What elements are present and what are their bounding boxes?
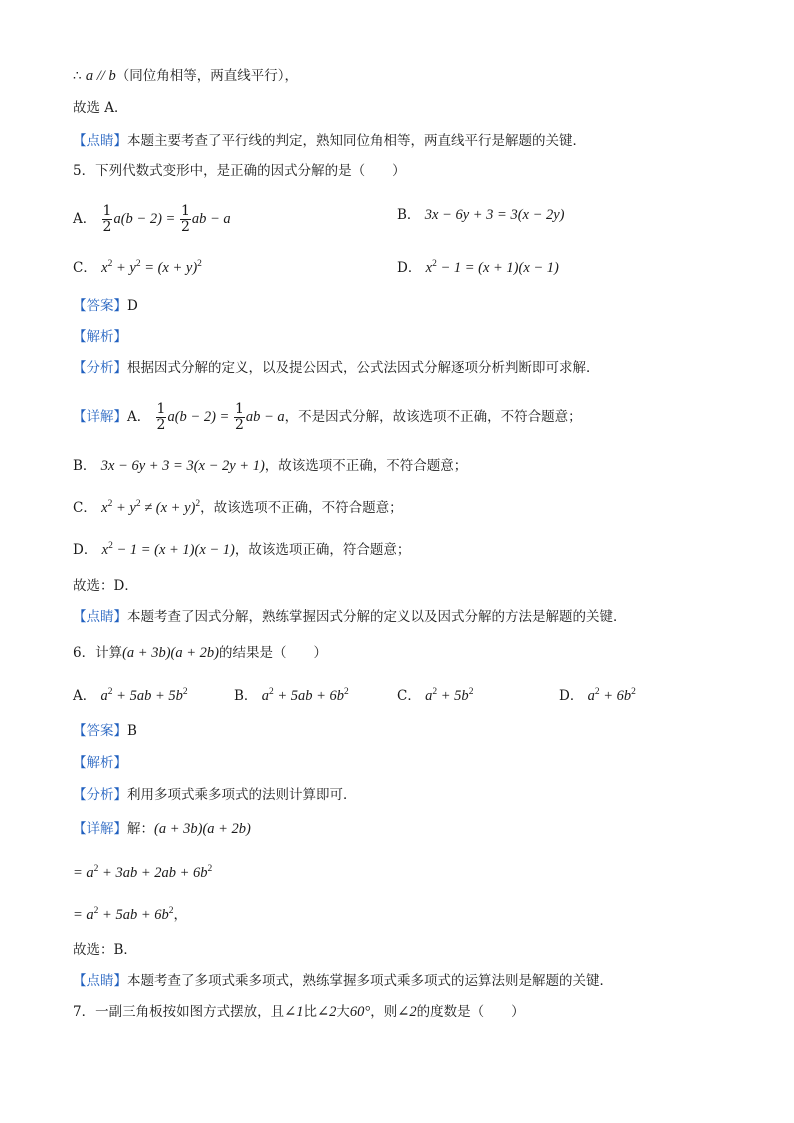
q5-option-b: B． 3x − 6y + 3 = 3(x − 2y) [397, 207, 565, 223]
q5-detail-b: B． 3x − 6y + 3 = 3(x − 2y + 1)，故该选项不正确，不符合题意； [73, 458, 468, 474]
q6-step-2: = $a^2 + 5ab + 6b^2$， [73, 906, 187, 923]
choice-a-line: 故选 A． [73, 100, 128, 116]
q5-analysis-heading: 【解析】 [73, 329, 127, 345]
q5-detail-c: C． $x^2 + y^2 \ne (x + y)^2$，故该选项不正确，不符合题意； [73, 499, 403, 516]
q6-stem: 6．计算(a + 3b)(a + 2b)的结果是（ ） [73, 645, 327, 661]
q5-choice: 故选：D． [73, 578, 138, 594]
q5-detail-d: D． $x^2 - 1 = (x + 1)(x - 1)$，故该选项正确，符合题意； [73, 541, 411, 558]
q6-option-d: D． $a^2 + 6b^2$ [559, 687, 636, 704]
q6-choice: 故选：B． [73, 942, 137, 958]
q6-step-1: = $a^2 + 3ab + 2ab + 6b^2$ [73, 864, 213, 881]
q6-option-c: C． $a^2 + 5b^2$ [397, 687, 474, 704]
q5-option-d: D． $x^2 - 1 = (x + 1)(x - 1)$ [397, 259, 559, 276]
q6-option-b: B． $a^2 + 5ab + 6b^2$ [234, 687, 349, 704]
q6-analysis: 【分析】利用多项式乘多项式的法则计算即可． [73, 787, 357, 803]
q7-stem: 7．一副三角板按如图方式摆放，且∠1比∠2大60°，则∠2的度数是（ ） [73, 1004, 525, 1020]
q5-detail-a: 【详解】A． $\frac{1}{2}$ a(b − 2) = $\frac{1}{2}$ ab − a，不是因式分解，故该选项不正确，不符合题意； [73, 401, 582, 433]
q5-stem: 5．下列代数式变形中，是正确的因式分解的是（ ） [73, 163, 406, 179]
q4-comment: 【点睛】本题主要考查了平行线的判定，熟知同位角相等，两直线平行是解题的关键． [73, 133, 586, 149]
q5-answer: 【答案】D [73, 298, 138, 314]
q6-detail: 【详解】解：(a + 3b)(a + 2b) [73, 821, 251, 837]
q6-option-a: A． $a^2 + 5ab + 5b^2$ [73, 687, 188, 704]
parallel-conclusion: ∴ a // b（同位角相等，两直线平行）， [73, 68, 298, 84]
q6-analysis-heading: 【解析】 [73, 755, 127, 771]
q6-comment: 【点睛】本题考查了多项式乘多项式，熟练掌握多项式乘多项式的运算法则是解题的关键． [73, 973, 613, 989]
q6-answer: 【答案】B [73, 723, 137, 739]
q5-option-a: A． $\frac{1}{2}$ a(b − 2) = $\frac{1}{2}$ ab − a [73, 203, 231, 235]
q5-option-c: C． $x^2 + y^2 = (x + y)^2$ [73, 259, 202, 276]
q5-comment: 【点睛】本题考查了因式分解，熟练掌握因式分解的定义以及因式分解的方法是解题的关键． [73, 609, 627, 625]
q5-analysis: 【分析】根据因式分解的定义，以及提公因式，公式法因式分解逐项分析判断即可求解． [73, 360, 600, 376]
